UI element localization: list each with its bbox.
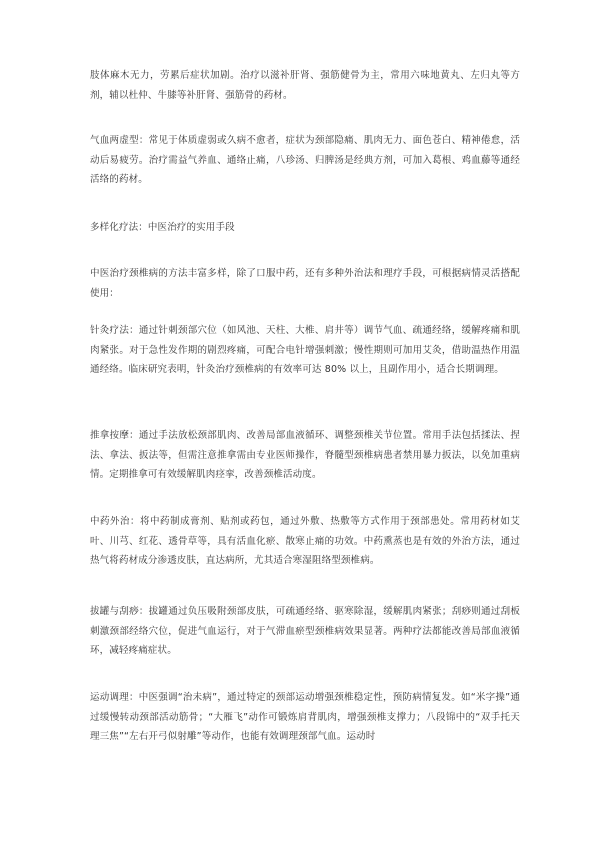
section-heading-diverse-therapies: 多样化疗法：中医治疗的实用手段 xyxy=(90,222,235,233)
paragraph-exercise-therapy: 运动调理：中医强调“治未病”，通过特定的颈部运动增强颈椎稳定性，预防病情复发。如“米字操”通过缓慢转动颈部活动筋骨；“大雁飞”动作可锻炼肩背肌肉，增强颈椎支撑力；八段锦中的“双手托天理三焦”“左右开弓似射雕”等动作，也能有效调理颈部气血。运动时 xyxy=(90,692,520,742)
paragraph-therapies-intro: 中医治疗颈椎病的方法丰富多样，除了口服中药，还有多种外治法和理疗手段，可根据病情灵活搭配使用： xyxy=(90,268,520,299)
paragraph-acupuncture: 针灸疗法：通过针刺颈部穴位（如风池、天柱、大椎、肩井等）调节气血、疏通经络，缓解疼痛和肌肉紧张。对于急性发作期的剧烈疼痛，可配合电针增强刺激；慢性期则可加用艾灸，借助温热作用温通经络。临床研究表明，针灸治疗颈椎病的有效率可达 80% 以上，且副作用小，适合长期调理。 xyxy=(90,325,520,375)
paragraph-cupping-guasha: 拔罐与刮痧：拔罐通过负压吸附颈部皮肤，可疏通经络、驱寒除湿，缓解肌肉紧张；刮痧则通过刮板刺激颈部经络穴位，促进气血运行，对于气滞血瘀型颈椎病效果显著。两种疗法都能改善局部血液循环，减轻疼痛症状。 xyxy=(90,606,520,656)
paragraph-liver-kidney-treatment: 肢体麻木无力，劳累后症状加剧。治疗以滋补肝肾、强筋健骨为主，常用六味地黄丸、左归丸等方剂，辅以杜仲、牛膝等补肝肾、强筋骨的药材。 xyxy=(90,70,520,101)
paragraph-qi-blood-deficiency: 气血两虚型：常见于体质虚弱或久病不愈者，症状为颈部隐痛、肌肉无力、面色苍白、精神倦怠，活动后易疲劳。治疗需益气养血、通络止痛，八珍汤、归脾汤是经典方剂，可加入葛根、鸡血藤等通经活络的药材。 xyxy=(90,135,520,185)
paragraph-tuina-massage: 推拿按摩：通过手法放松颈部肌肉、改善局部血液循环、调整颈椎关节位置。常用手法包括揉法、捏法、拿法、扳法等，但需注意推拿需由专业医师操作，脊髓型颈椎病患者禁用暴力扳法，以免加重病情。定期推拿可有效缓解肌肉痉挛，改善颈椎活动度。 xyxy=(90,430,520,480)
paragraph-external-herbal: 中药外治：将中药制成膏剂、贴剂或药包，通过外敷、热敷等方式作用于颈部患处。常用药材如艾叶、川芎、红花、透骨草等，具有活血化瘀、散寒止痛的功效。中药熏蒸也是有效的外治方法，通过热气将药材成分渗透皮肤，直达病所，尤其适合寒湿阻络型颈椎病。 xyxy=(90,516,520,566)
